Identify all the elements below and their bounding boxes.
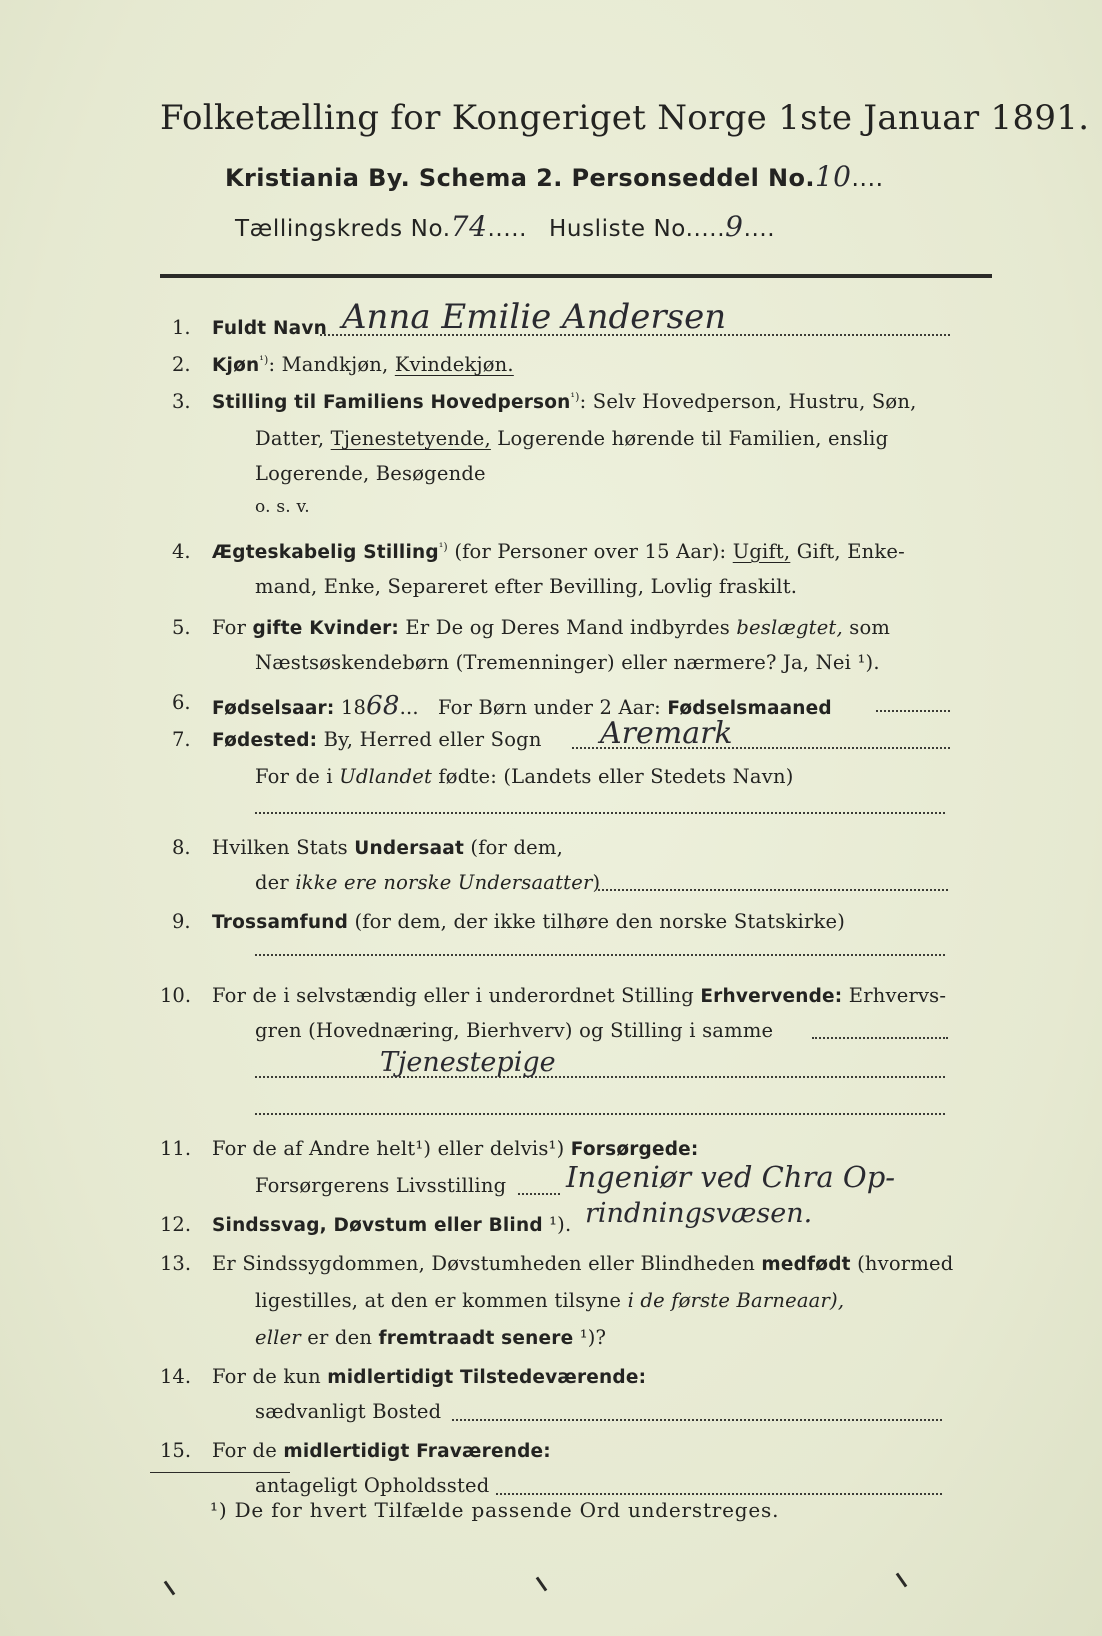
field-14-line-2: sædvanligt Bosted bbox=[255, 1400, 442, 1423]
field-6-number: 6. bbox=[172, 691, 191, 715]
ink-mark bbox=[164, 1581, 176, 1596]
field-3-selected: Tjenestetyende, bbox=[330, 426, 491, 450]
ink-mark bbox=[896, 1573, 908, 1588]
field-10-line-2: gren (Hovednæring, Bierhverv) og Stilling i samme bbox=[255, 1018, 774, 1042]
field-5-line-2: Næstsøskendebørn (Tremenninger) eller nærmere? Ja, Nei ¹). bbox=[255, 650, 880, 674]
field-12-number: 12. bbox=[160, 1213, 192, 1237]
field-8-number: 8. bbox=[172, 835, 191, 859]
field-11-dotline bbox=[518, 1193, 560, 1195]
field-10-number: 10. bbox=[160, 983, 192, 1007]
field-7-dotline-2 bbox=[255, 812, 945, 814]
field-13-line-2: ligestilles, at den er kommen tilsyne i de første Barneaar), bbox=[255, 1289, 845, 1312]
field-4-selected: Ugift, bbox=[732, 539, 791, 563]
field-15-line-2: antageligt Opholdssted bbox=[255, 1474, 490, 1497]
ink-mark bbox=[536, 1577, 548, 1592]
field-10-dotline-3 bbox=[255, 1113, 945, 1115]
field-3-line-2: Datter, Tjenestetyende, Logerende hørende til Familien, enslig bbox=[255, 426, 889, 450]
field-5-number: 5. bbox=[172, 615, 191, 639]
field-1-value: Anna Emilie Andersen bbox=[342, 297, 727, 338]
field-10-line-1: For de i selvstændig eller i underordnet Stilling Erhvervende: Erhvervs- bbox=[212, 983, 947, 1007]
field-13-line-1: Er Sindssygdommen, Døvstumheden eller Blindheden medfødt (hvormed bbox=[212, 1252, 954, 1275]
footnote: ¹) De for hvert Tilfælde passende Ord understreges. bbox=[210, 1498, 780, 1522]
field-15-number: 15. bbox=[160, 1438, 192, 1462]
form-title: Folketælling for Kongeriget Norge 1ste Januar 1891. bbox=[160, 98, 1090, 138]
field-13-line-3: eller er den fremtraadt senere ¹)? bbox=[255, 1326, 607, 1349]
footnote-rule bbox=[150, 1472, 290, 1473]
field-15-line-1: For de midlertidigt Fraværende: bbox=[212, 1438, 551, 1462]
field-10-value: Tjenestepige bbox=[380, 1046, 556, 1078]
field-11-value-2: rindningsvæsen. bbox=[585, 1198, 813, 1230]
field-4-line-1: Ægteskabelig Stilling$^{^1)}$ (for Personer over 15 Aar): Ugift, Gift, Enke- bbox=[212, 539, 905, 563]
field-2-selected: Kvindekjøn. bbox=[394, 352, 514, 376]
field-9-dotline bbox=[255, 954, 945, 956]
field-14-dotline bbox=[452, 1419, 942, 1421]
kreds-number: 74 bbox=[450, 210, 488, 243]
field-1-number: 1. bbox=[172, 315, 191, 339]
kreds-line: Tællingskreds No.74..... Husliste No.....9.... bbox=[235, 210, 776, 243]
field-2-line: Kjøn$^{^1)}$: Mandkjøn, Kvindekjøn. bbox=[212, 352, 514, 376]
field-15-dotline bbox=[496, 1493, 942, 1495]
husliste-label: Husliste No. bbox=[549, 216, 694, 242]
husliste-number: 9 bbox=[725, 210, 744, 243]
field-6-dotline bbox=[876, 710, 950, 712]
field-6-line: Fødselsaar: 1868... For Børn under 2 Aar: Fødselsmaaned bbox=[212, 691, 832, 722]
field-11-number: 11. bbox=[160, 1137, 192, 1161]
field-11-value-1: Ingeniør ved Chra Op- bbox=[566, 1159, 896, 1194]
field-9-line: Trossamfund (for dem, der ikke tilhøre den norske Statskirke) bbox=[212, 909, 846, 933]
field-14-line-1: For de kun midlertidigt Tilstedeværende: bbox=[212, 1364, 647, 1388]
field-4-line-2: mand, Enke, Separeret efter Bevilling, Lovlig fraskilt. bbox=[255, 574, 798, 598]
field-9-number: 9. bbox=[172, 909, 191, 933]
field-1-label: Fuldt Navn bbox=[212, 317, 327, 339]
field-3-line-3: Logerende, Besøgende bbox=[255, 462, 486, 486]
field-4-number: 4. bbox=[172, 539, 191, 563]
field-10-dotline-2 bbox=[255, 1076, 945, 1078]
field-5-line-1: For gifte Kvinder: Er De og Deres Mand indbyrdes beslægtet, som bbox=[212, 615, 891, 639]
field-3-line-4: o. s. v. bbox=[255, 497, 310, 518]
schema-label: Kristiania By. Schema 2. Personseddel No. bbox=[225, 164, 815, 192]
field-3-line-1: Stilling til Familiens Hovedperson$^{^1)}$: Selv Hovedperson, Hustru, Søn, bbox=[212, 389, 917, 413]
field-3-number: 3. bbox=[172, 389, 191, 413]
field-7-number: 7. bbox=[172, 728, 191, 752]
field-12-line: Sindssvag, Døvstum eller Blind ¹). bbox=[212, 1213, 572, 1237]
field-7-line-2: For de i Udlandet fødte: (Landets eller Stedets Navn) bbox=[255, 765, 794, 789]
field-11-line-1: For de af Andre helt¹) eller delvis¹) Forsørgede: bbox=[212, 1137, 699, 1161]
field-10-dotline-1 bbox=[812, 1037, 948, 1039]
field-7-value: Aremark bbox=[600, 715, 733, 751]
schema-line: Kristiania By. Schema 2. Personseddel No.10.... bbox=[225, 160, 884, 193]
field-8-dotline bbox=[598, 889, 948, 891]
person-number: 10 bbox=[814, 160, 852, 193]
field-8-line-2: der ikke ere norske Undersaatter) bbox=[255, 870, 601, 894]
header-rule bbox=[160, 274, 992, 278]
field-11-line-2: Forsørgerens Livsstilling bbox=[255, 1174, 507, 1198]
field-8-line-1: Hvilken Stats Undersaat (for dem, bbox=[212, 835, 564, 859]
field-14-number: 14. bbox=[160, 1364, 192, 1388]
field-7-line-1: Fødested: By, Herred eller Sogn bbox=[212, 728, 542, 752]
kreds-label: Tællingskreds No. bbox=[235, 216, 451, 242]
field-2-number: 2. bbox=[172, 352, 191, 376]
field-6-year-value: 68 bbox=[366, 691, 400, 722]
field-13-number: 13. bbox=[160, 1252, 192, 1275]
